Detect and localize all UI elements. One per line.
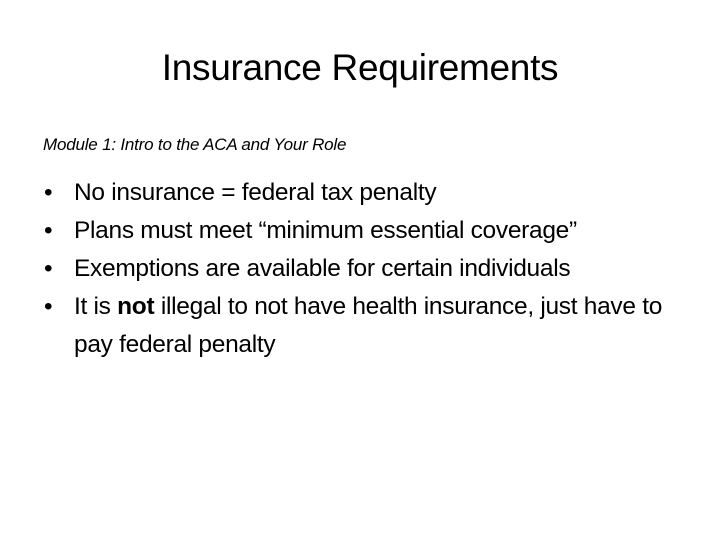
bullet-text bbox=[74, 293, 662, 358]
bullet-icon: • bbox=[44, 293, 53, 320]
bullet-item-exemptions bbox=[42, 250, 682, 288]
bullet-item-minimum-coverage bbox=[42, 212, 682, 250]
bullet-text: No insurance = federal tax penalty bbox=[74, 179, 437, 206]
bullet-text-suffix: illegal to not have health insurance, just have to pay federal penalty bbox=[74, 293, 663, 358]
bullet-icon: • bbox=[44, 179, 53, 206]
bullet-icon: • bbox=[44, 255, 53, 282]
bullet-text: Exemptions are available for certain individuals bbox=[74, 255, 571, 282]
bullet-icon: • bbox=[44, 217, 53, 244]
bullet-item-not-illegal bbox=[42, 288, 682, 364]
slide-title: Insurance Requirements bbox=[161, 47, 559, 88]
bullet-text-prefix: It is bbox=[74, 293, 118, 320]
bullet-text: Plans must meet “minimum essential coverage” bbox=[74, 217, 577, 244]
bullet-item-tax-penalty bbox=[42, 174, 682, 212]
bullet-list bbox=[42, 174, 682, 364]
bullet-text-emphasis: not bbox=[117, 293, 155, 320]
module-subtitle: Module 1: Intro to the ACA and Your Role bbox=[43, 135, 347, 154]
